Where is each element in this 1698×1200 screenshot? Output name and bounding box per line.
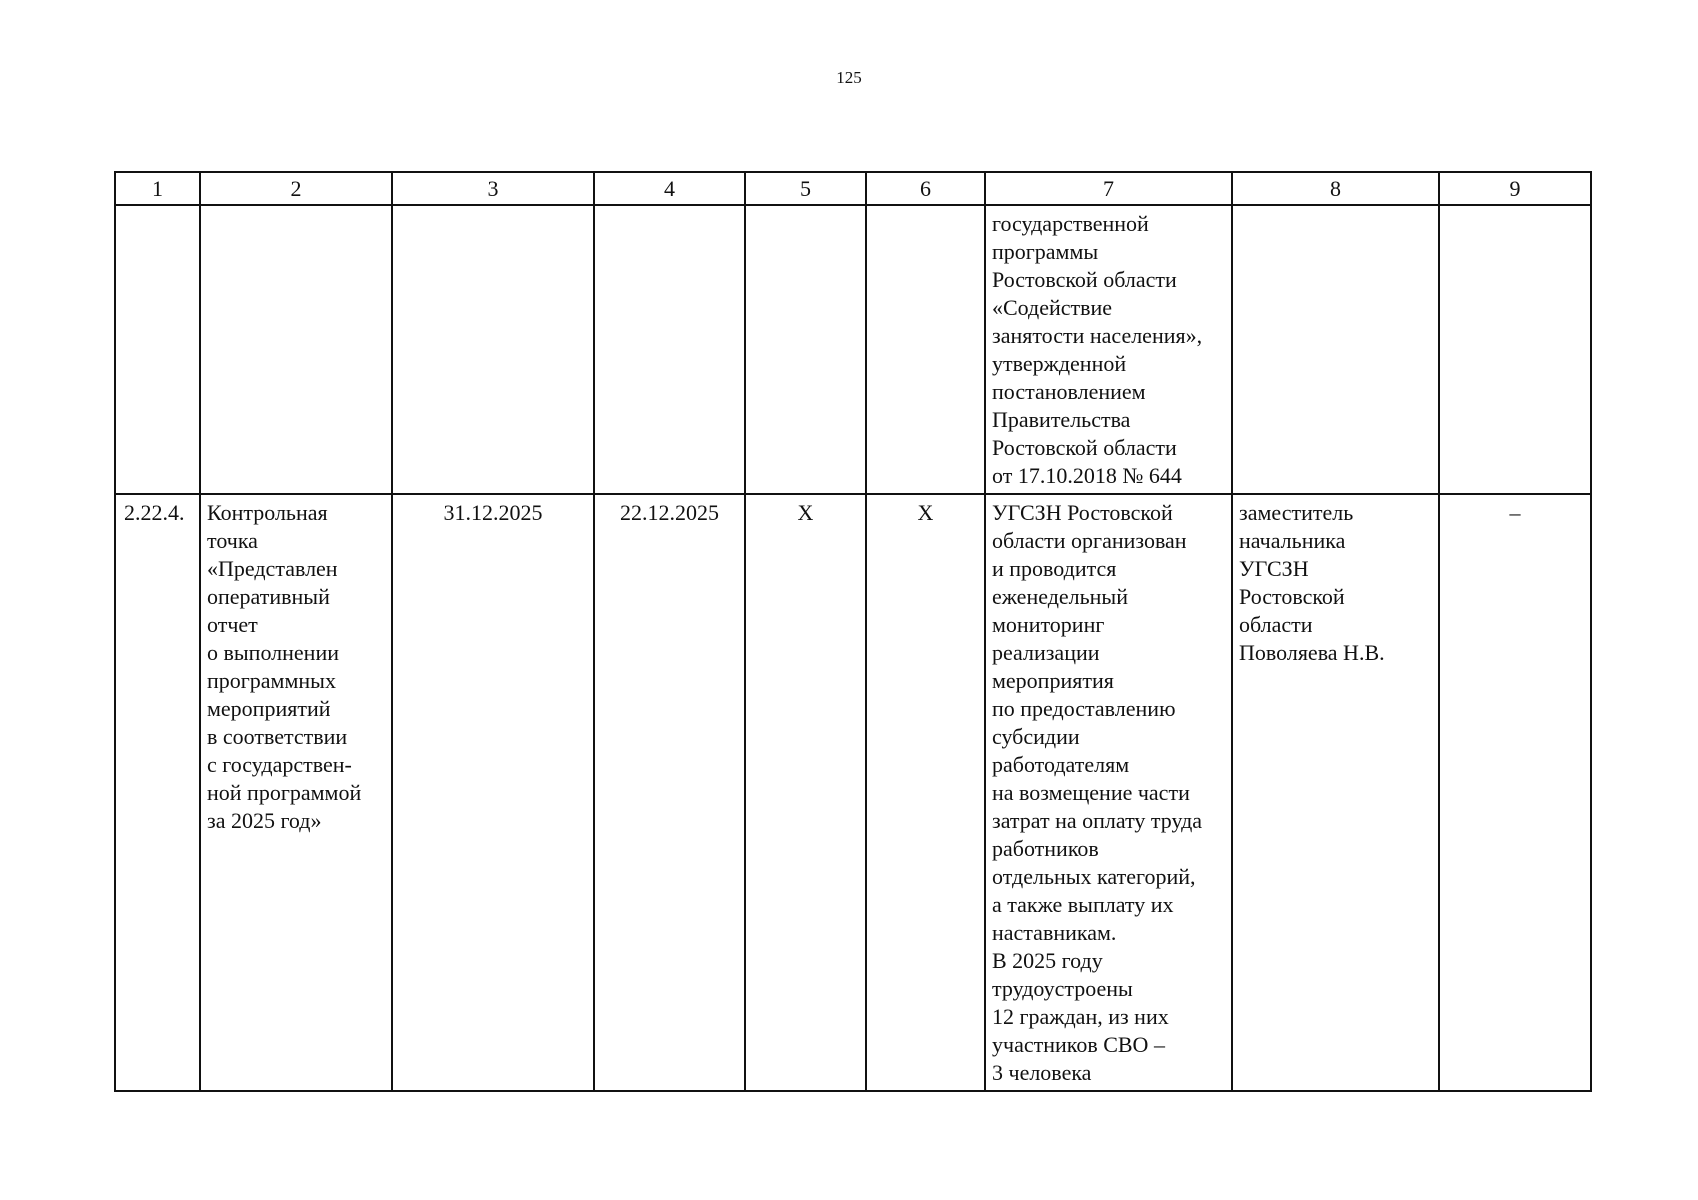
- checkpoint-name: [200, 494, 392, 1091]
- text-line: постановлением: [992, 379, 1146, 404]
- planned-date: 31.12.2025: [392, 494, 594, 1091]
- text-line: отчет: [207, 612, 258, 637]
- text-line: «Содействие: [992, 295, 1113, 320]
- continuation-cell-3: [392, 205, 594, 494]
- text-line: УГСЗН: [1239, 556, 1309, 581]
- text-line: работодателям: [992, 752, 1130, 777]
- text-line: Контрольная: [207, 500, 328, 525]
- text-line: утвержденной: [992, 351, 1127, 376]
- continuation-cell-9: [1439, 205, 1591, 494]
- text-line: 3 человека: [992, 1060, 1092, 1085]
- text-line: УГСЗН Ростовской: [992, 500, 1173, 525]
- header-col-1: 1: [115, 172, 200, 205]
- responsible-person: [1232, 494, 1439, 1091]
- header-col-4: 4: [594, 172, 745, 205]
- text-line: занятости населения»,: [992, 323, 1203, 348]
- text-line: Ростовской: [1239, 584, 1345, 609]
- text-line: В 2025 году: [992, 948, 1103, 973]
- col9-dash: –: [1439, 494, 1591, 1091]
- col6-mark: Х: [866, 494, 985, 1091]
- text-line: участников СВО –: [992, 1032, 1165, 1057]
- text-line: «Представлен: [207, 556, 338, 581]
- continuation-cell-8: [1232, 205, 1439, 494]
- row-number: 2.22.4.: [115, 494, 200, 1091]
- text-line: за 2025 год»: [207, 808, 322, 833]
- text-line: наставникам.: [992, 920, 1117, 945]
- text-line: от 17.10.2018 № 644: [992, 463, 1182, 488]
- continuation-cell-2: [200, 205, 392, 494]
- col5-mark: Х: [745, 494, 866, 1091]
- continuation-row: [115, 205, 1591, 494]
- text-line: трудоустроены: [992, 976, 1133, 1001]
- text-line: на возмещение части: [992, 780, 1190, 805]
- continuation-cell-1: [115, 205, 200, 494]
- continuation-cell-5: [745, 205, 866, 494]
- continuation-cell-6: [866, 205, 985, 494]
- text-line: Поволяева Н.В.: [1239, 640, 1385, 665]
- header-col-9: 9: [1439, 172, 1591, 205]
- text-line: отдельных категорий,: [992, 864, 1196, 889]
- text-line: заместитель: [1239, 500, 1354, 525]
- text-line: по предоставлению: [992, 696, 1176, 721]
- header-col-8: 8: [1232, 172, 1439, 205]
- text-line: мониторинг: [992, 612, 1105, 637]
- header-col-2: 2: [200, 172, 392, 205]
- text-line: а также выплату их: [992, 892, 1174, 917]
- text-line: области: [1239, 612, 1313, 637]
- text-line: о выполнении: [207, 640, 339, 665]
- continuation-result-text: [985, 205, 1232, 494]
- text-line: области организован: [992, 528, 1187, 553]
- text-line: Правительства: [992, 407, 1131, 432]
- header-col-3: 3: [392, 172, 594, 205]
- text-line: начальника: [1239, 528, 1346, 553]
- text-line: программных: [207, 668, 336, 693]
- text-line: мероприятий: [207, 696, 331, 721]
- table-header: [115, 172, 1591, 205]
- text-line: и проводится: [992, 556, 1117, 581]
- header-col-5: 5: [745, 172, 866, 205]
- text-line: реализации: [992, 640, 1100, 665]
- text-line: с государствен-: [207, 752, 352, 777]
- result-text: [985, 494, 1232, 1091]
- continuation-cell-4: [594, 205, 745, 494]
- report-table: [114, 171, 1592, 1092]
- text-line: оперативный: [207, 584, 330, 609]
- header-col-7: 7: [985, 172, 1232, 205]
- text-line: государственной: [992, 211, 1149, 236]
- text-line: ной программой: [207, 780, 362, 805]
- page-number: 125: [836, 68, 862, 87]
- text-line: программы: [992, 239, 1099, 264]
- text-line: Ростовской области: [992, 435, 1177, 460]
- actual-date: 22.12.2025: [594, 494, 745, 1091]
- text-line: в соответствии: [207, 724, 348, 749]
- text-line: еженедельный: [992, 584, 1128, 609]
- text-line: мероприятия: [992, 668, 1114, 693]
- table-row-2-22-4: [115, 494, 1591, 1091]
- text-line: 12 граждан, из них: [992, 1004, 1169, 1029]
- text-line: субсидии: [992, 724, 1080, 749]
- text-line: точка: [207, 528, 258, 553]
- header-col-6: 6: [866, 172, 985, 205]
- text-line: Ростовской области: [992, 267, 1177, 292]
- text-line: работников: [992, 836, 1099, 861]
- header-row: [115, 172, 1591, 205]
- text-line: затрат на оплату труда: [992, 808, 1203, 833]
